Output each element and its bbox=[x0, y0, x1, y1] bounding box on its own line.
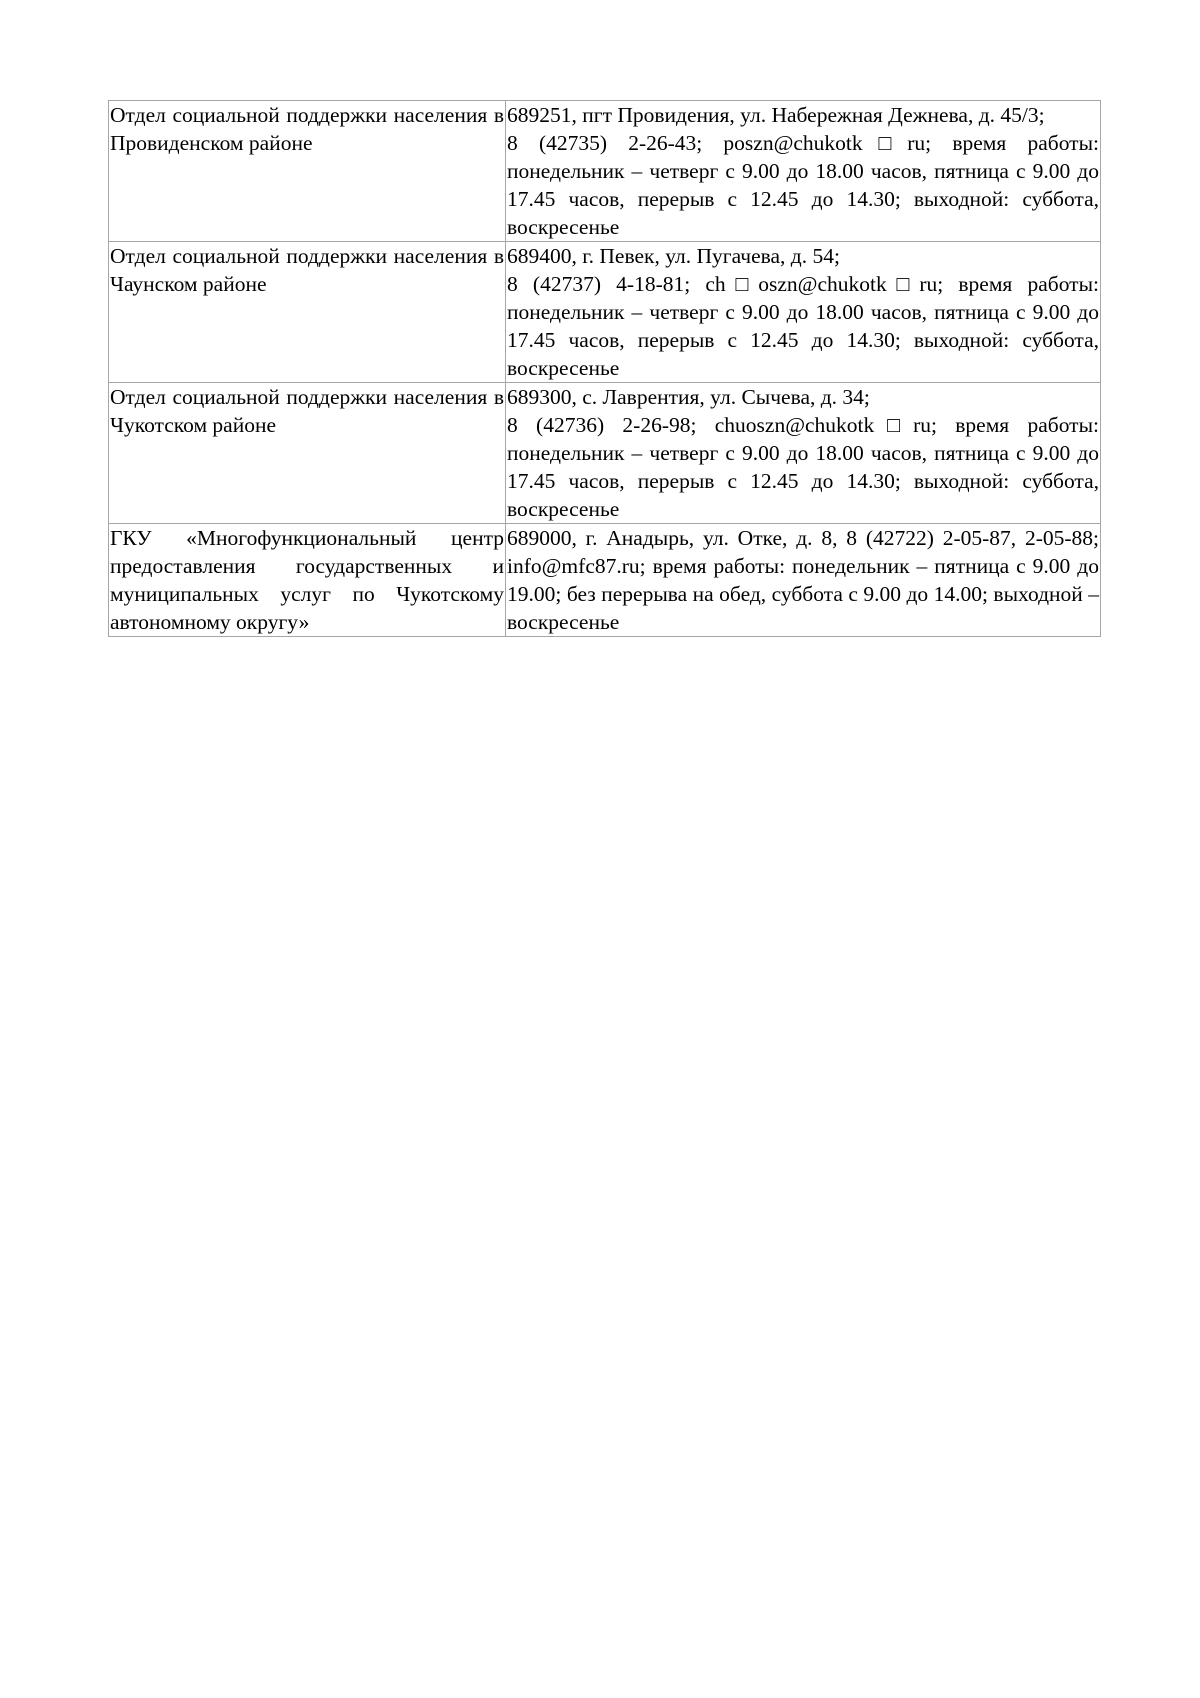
contact-info-cell bbox=[506, 524, 1101, 637]
table-row bbox=[109, 383, 1101, 524]
contact-info-cell bbox=[506, 101, 1101, 242]
contact-info-cell bbox=[506, 242, 1101, 383]
table-row bbox=[109, 242, 1101, 383]
org-name-cell: ГКУ «Многофункциональный центр предоставления государственных и муниципальных услуг по Чукотскому автономному округу» bbox=[109, 524, 506, 637]
address-text: 689000, г. Анадырь, ул. Отке, д. 8, 8 (42722) 2-05-87, 2-05-88; info@mfc87.ru; время работы: понедельник – пятница с 9.00 до 19.00; без перерыва на обед, суббота с 9.00 до 14.00; выходной – воскресенье bbox=[507, 526, 1099, 634]
contact-details-text: 8 (42737) 4-18-81; ch□oszn@chukotk□ru; время работы: понедельник – четверг с 9.00 до 18.00 часов, пятница с 9.00 до 17.45 часов, перерыв с 12.45 до 14.30; выходной: суббота, воскресенье bbox=[507, 272, 1099, 380]
address-text: 689251, пгт Провидения, ул. Набережная Дежнева, д. 45/3; bbox=[507, 103, 1045, 127]
contact-details-text: 8 (42735) 2-26-43; poszn@chukotk□ru; время работы: понедельник – четверг с 9.00 до 18.00 часов, пятница с 9.00 до 17.45 часов, перерыв с 12.45 до 14.30; выходной: суббота, воскресенье bbox=[507, 131, 1099, 239]
org-name-cell: Отдел социальной поддержки населения в Провиденском районе bbox=[109, 101, 506, 242]
contact-info-cell bbox=[506, 383, 1101, 524]
address-text: 689400, г. Певек, ул. Пугачева, д. 54; bbox=[507, 244, 840, 268]
address-text: 689300, с. Лаврентия, ул. Сычева, д. 34; bbox=[507, 385, 870, 409]
org-name-cell: Отдел социальной поддержки населения в Чаунском районе bbox=[109, 242, 506, 383]
contacts-table bbox=[108, 100, 1101, 637]
table-row bbox=[109, 524, 1101, 637]
table-row bbox=[109, 101, 1101, 242]
org-name-cell: Отдел социальной поддержки населения в Чукотском районе bbox=[109, 383, 506, 524]
contact-details-text: 8 (42736) 2-26-98; chuoszn@chukotk□ru; время работы: понедельник – четверг с 9.00 до 18.00 часов, пятница с 9.00 до 17.45 часов, перерыв с 12.45 до 14.30; выходной: суббота, воскресенье bbox=[507, 413, 1099, 521]
